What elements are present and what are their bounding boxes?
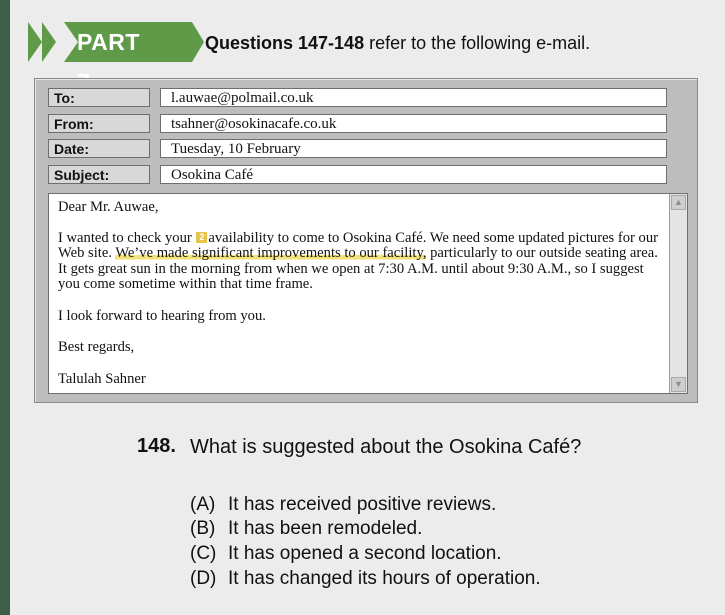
option-letter: (D) <box>190 568 217 589</box>
scroll-down-arrow-icon[interactable]: ▼ <box>671 377 686 392</box>
option-text: It has changed its hours of operation. <box>228 568 541 589</box>
paragraph-2: I look forward to hearing from you. <box>58 307 266 324</box>
option-letter: (A) <box>190 494 216 515</box>
question-text: What is suggested about the Osokina Café? <box>190 436 582 458</box>
scrollbar[interactable] <box>669 194 687 393</box>
chevron-icon-2 <box>42 22 56 62</box>
option-a[interactable] <box>190 494 496 516</box>
option-c[interactable] <box>190 543 502 565</box>
subject-field: Osokina Café <box>160 165 667 184</box>
option-letter: (B) <box>190 518 216 539</box>
paragraph-1-end: particularly to our outside seating area. It gets great sun in the morning from when we open at 7:30 A.M. until about 9:30 A.M., so I suggest you come sometime within that time frame. <box>58 245 658 292</box>
closing: Best regards, <box>58 339 135 355</box>
side-strip <box>0 0 10 615</box>
question-number: 148. <box>137 435 176 457</box>
subject-label: Subject: <box>48 165 150 184</box>
option-text: It has opened a second location. <box>228 543 502 564</box>
from-field: tsahner@osokinacafe.co.uk <box>160 114 667 133</box>
paragraph-1-start: I wanted to check your <box>58 229 196 246</box>
greeting: Dear Mr. Auwae, <box>58 199 159 215</box>
question-marker-icon: 2 <box>196 232 207 243</box>
questions-range: Questions 147-148 <box>205 33 365 53</box>
option-b[interactable] <box>190 518 422 540</box>
option-d[interactable] <box>190 568 541 590</box>
option-text: It has received positive reviews. <box>228 494 497 515</box>
date-label: Date: <box>48 139 150 158</box>
date-field: Tuesday, 10 February <box>160 139 667 158</box>
email-body <box>48 193 688 394</box>
paragraph-1 <box>58 231 666 293</box>
option-text: It has been remodeled. <box>228 518 423 539</box>
scroll-up-arrow-icon[interactable]: ▲ <box>671 195 686 210</box>
signature: Talulah Sahner <box>58 370 146 387</box>
email-body-text <box>58 200 666 387</box>
from-label: From: <box>48 114 150 133</box>
instruction <box>205 33 590 54</box>
option-letter: (C) <box>190 543 217 564</box>
email-window <box>34 78 698 403</box>
highlighted-sentence: We’ve made significant improvements to our facility, <box>115 245 427 261</box>
chevron-icon-1 <box>28 22 42 62</box>
to-field: l.auwae@polmail.co.uk <box>160 88 667 107</box>
part-label: PART <box>77 29 140 55</box>
paragraph-1-middle: availability to come to Osokina Café. We need some updated pictures for our Web site. <box>58 229 658 261</box>
to-label: To: <box>48 88 150 107</box>
instruction-text: refer to the following e-mail. <box>364 33 591 53</box>
